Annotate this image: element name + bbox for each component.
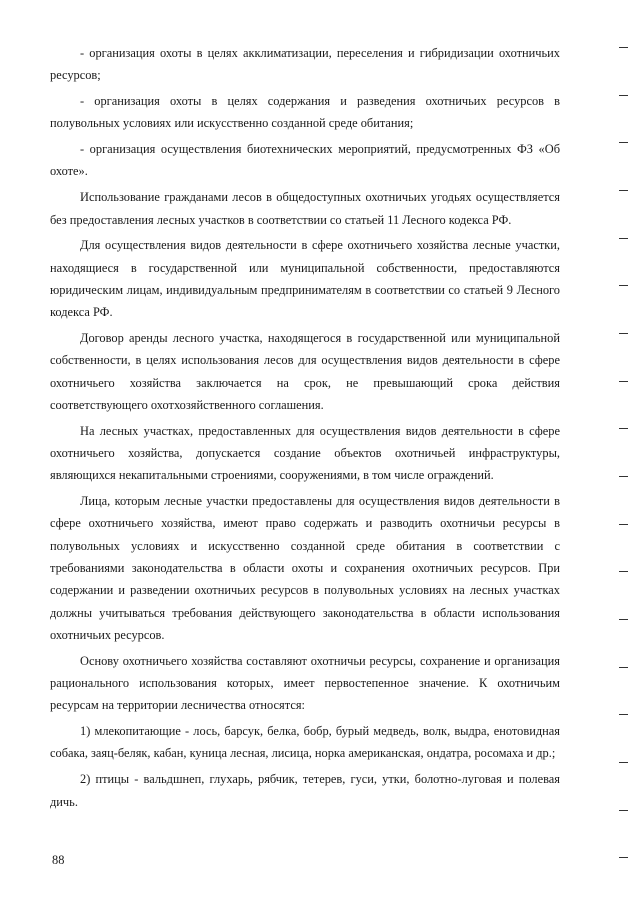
paragraph-11: 2) птицы - вальдшнеп, глухарь, рябчик, тетерев, гуси, утки, болотно-луговая и полевая дичь. bbox=[50, 772, 560, 809]
paragraph-8: Лица, которым лесные участки предоставлены для осуществления видов деятельности в сфере охотничьего хозяйства, имеют право содержать и разводить охотничьи ресурсы в полувольных условиях и искусственно созданной среде обитания в соответствии с требованиями законодательства в области охоты и сохранения охотничьих ресурсов. При содержании и разведении охотничьих ресурсов в полувольных условиях на лесных участках должны учитываться требования действующего законодательства в области использования охотничьих ресурсов. bbox=[50, 494, 560, 642]
margin-tick bbox=[619, 381, 628, 382]
paragraph-4: Использование гражданами лесов в общедоступных охотничьих угодьях осуществляется без предоставления лесных участков в соответствии со статьей 11 Лесного кодекса РФ. bbox=[50, 190, 560, 227]
margin-tick bbox=[619, 810, 628, 811]
margin-tick bbox=[619, 571, 628, 572]
margin-tick bbox=[619, 762, 628, 763]
margin-tick bbox=[619, 238, 628, 239]
margin-tick bbox=[619, 95, 628, 96]
paragraph-7: На лесных участках, предоставленных для осуществления видов деятельности в сфере охотничьего хозяйства, допускается создание объектов охотничьей инфраструктуры, являющихся некапитальными строениями, сооружениями, в том числе ограждений. bbox=[50, 423, 560, 483]
page-number: 88 bbox=[52, 853, 65, 867]
paragraph-2: - организация охоты в целях содержания и разведения охотничьих ресурсов в полувольных условиях или искусственно созданной среде обитания; bbox=[50, 94, 560, 131]
margin-tick bbox=[619, 619, 628, 620]
margin-tick bbox=[619, 47, 628, 48]
margin-tick bbox=[619, 428, 628, 429]
document-body bbox=[50, 42, 560, 813]
margin-tick bbox=[619, 524, 628, 525]
margin-tick bbox=[619, 190, 628, 191]
margin-tick bbox=[619, 714, 628, 715]
paragraph-6: Договор аренды лесного участка, находящегося в государственной или муниципальной собственности, в целях использования лесов для осуществления видов деятельности в сфере охотничьего хозяйства заключается на срок, не превышающий срока действия соответствующего охотхозяйственного соглашения. bbox=[50, 331, 560, 412]
margin-tick bbox=[619, 285, 628, 286]
paragraph-3: - организация осуществления биотехнических мероприятий, предусмотренных ФЗ «Об охоте». bbox=[50, 142, 560, 179]
margin-tick bbox=[619, 667, 628, 668]
paragraph-1: - организация охоты в целях акклиматизации, переселения и гибридизации охотничьих ресурсов; bbox=[50, 46, 560, 83]
margin-tick bbox=[619, 476, 628, 477]
paragraph-9: Основу охотничьего хозяйства составляют охотничьи ресурсы, сохранение и организация рационального использования которых, имеет первостепенное значение. К охотничьим ресурсам на территории лесничества относятся: bbox=[50, 653, 560, 713]
margin-tick bbox=[619, 142, 628, 143]
paragraph-10: 1) млекопитающие - лось, барсук, белка, бобр, бурый медведь, волк, выдра, енотовидная собака, заяц-беляк, кабан, куница лесная, лисица, норка американская, ондатра, росомаха и др.; bbox=[50, 724, 560, 761]
paragraph-5: Для осуществления видов деятельности в сфере охотничьего хозяйства лесные участки, находящиеся в государственной или муниципальной собственности, предоставляются юридическим лицам, индивидуальным предпринимателям в соответствии со статьей 9 Лесного кодекса РФ. bbox=[50, 238, 560, 320]
margin-tick-marks bbox=[610, 0, 640, 905]
margin-tick bbox=[619, 333, 628, 334]
margin-tick bbox=[619, 857, 628, 858]
